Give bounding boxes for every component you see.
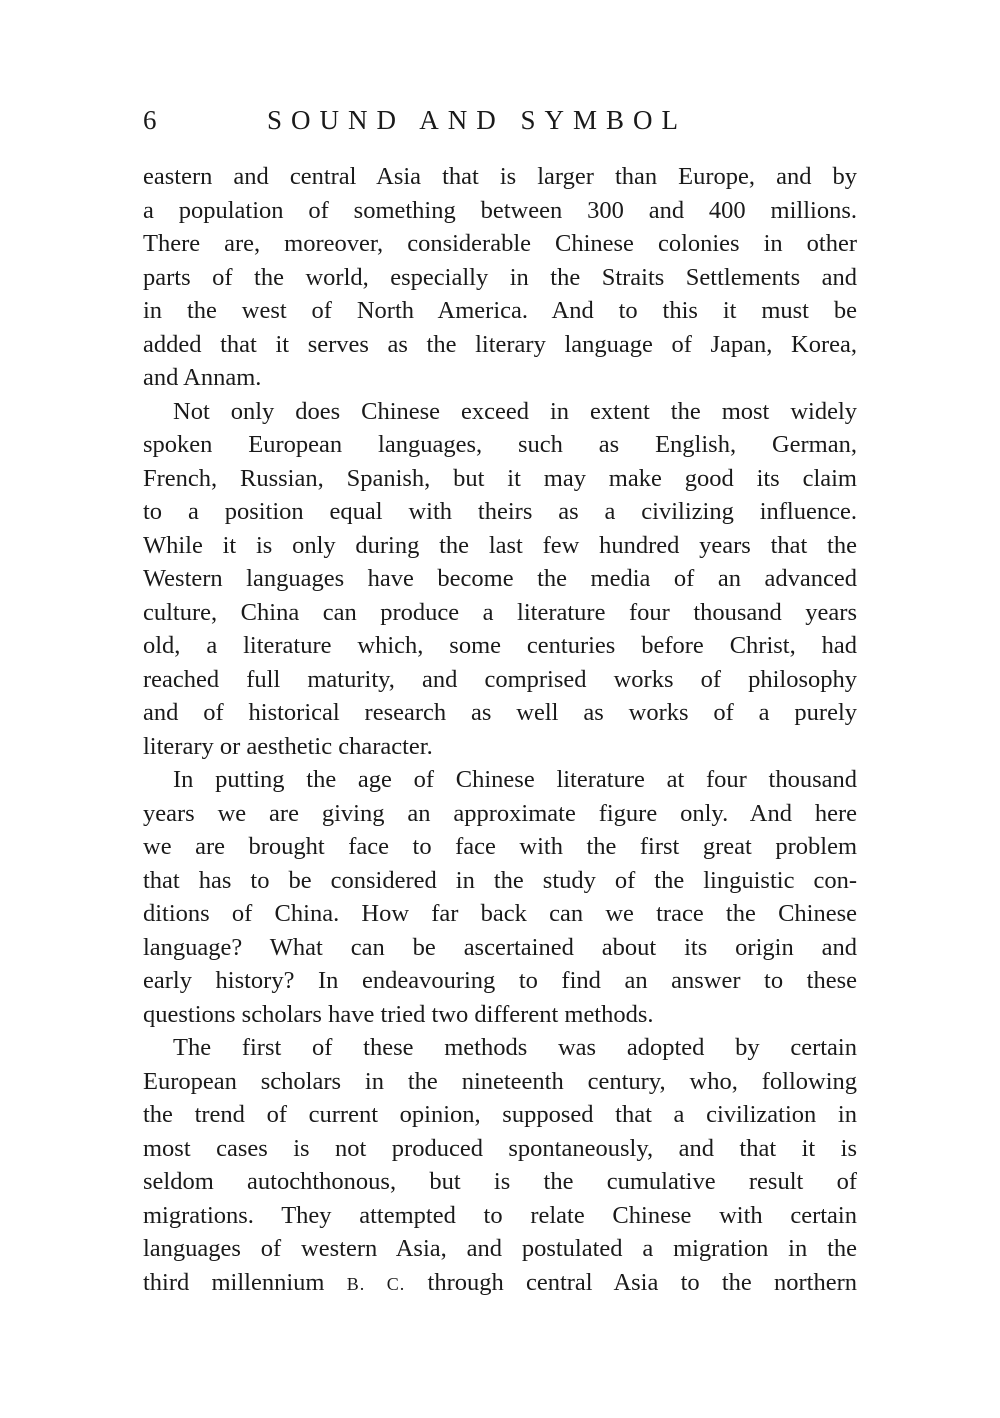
text-line: migrations. They attempted to relate Chinese with certain bbox=[143, 1201, 857, 1229]
body-text bbox=[143, 160, 857, 1299]
text-line: parts of the world, especially in the Straits Settlements and bbox=[143, 263, 857, 291]
running-head bbox=[143, 103, 857, 137]
text-line: most cases is not produced spontaneously, and that it is bbox=[143, 1134, 857, 1162]
page-number: 6 bbox=[143, 105, 157, 135]
text-line: years we are giving an approximate figure only. And here bbox=[143, 799, 857, 827]
text-line: seldom autochthonous, but is the cumulative result of bbox=[143, 1168, 857, 1195]
text-line: that has to be considered in the study of the linguistic con- bbox=[143, 866, 857, 894]
text-line: we are brought face to face with the first great problem bbox=[143, 833, 857, 860]
text-line: to a position equal with theirs as a civilizing influence. bbox=[143, 498, 857, 525]
text-line: literary or aesthetic character. bbox=[143, 732, 433, 760]
text-line: European scholars in the nineteenth century, who, following bbox=[143, 1067, 857, 1095]
text-fragment: through central Asia to the northern bbox=[427, 1268, 857, 1296]
text-line: culture, China can produce a literature four thousand years bbox=[143, 598, 857, 626]
text-line: In putting the age of Chinese literature at four thousand bbox=[173, 766, 857, 793]
text-line: questions scholars have tried two different methods. bbox=[143, 1000, 654, 1028]
text-line: While it is only during the last few hundred years that the bbox=[143, 531, 857, 559]
text-line: languages of western Asia, and postulated a migration in the bbox=[143, 1235, 857, 1262]
text-line: in the west of North America. And to this it must be bbox=[143, 297, 857, 324]
text-line: added that it serves as the literary language of Japan, Korea, bbox=[143, 330, 857, 358]
text-line: old, a literature which, some centuries before Christ, had bbox=[143, 632, 857, 659]
text-line: and of historical research as well as works of a purely bbox=[143, 699, 857, 726]
text-line: early history? In endeavouring to find an answer to these bbox=[143, 967, 857, 994]
text-line: There are, moreover, considerable Chinese colonies in other bbox=[143, 230, 857, 257]
paragraph-3 bbox=[143, 763, 857, 1031]
text-line: and Annam. bbox=[143, 364, 262, 391]
text-line: spoken European languages, such as English, German, bbox=[143, 431, 857, 458]
era-abbreviation: B. C. bbox=[346, 1273, 406, 1294]
text-fragment: third millennium bbox=[143, 1268, 325, 1296]
text-line: ditions of China. How far back can we trace the Chinese bbox=[143, 900, 857, 927]
text-line: language? What can be ascertained about its origin and bbox=[143, 933, 857, 961]
text-line: eastern and central Asia that is larger than Europe, and by bbox=[143, 163, 857, 190]
paragraph-4 bbox=[143, 1031, 857, 1299]
text-line-with-era bbox=[143, 1266, 857, 1300]
text-line: a population of something between 300 and 400 millions. bbox=[143, 196, 857, 224]
text-line: Not only does Chinese exceed in extent the most widely bbox=[173, 397, 857, 425]
paragraph-2 bbox=[143, 395, 857, 764]
text-line: French, Russian, Spanish, but it may make good its claim bbox=[143, 464, 857, 492]
running-title: SOUND AND SYMBOL bbox=[267, 105, 688, 135]
text-line: Western languages have become the media of an advanced bbox=[143, 565, 857, 592]
paragraph-1 bbox=[143, 160, 857, 395]
text-line: the trend of current opinion, supposed that a civilization in bbox=[143, 1101, 857, 1128]
text-line: The first of these methods was adopted by certain bbox=[173, 1034, 857, 1061]
text-line: reached full maturity, and comprised works of philosophy bbox=[143, 665, 857, 693]
